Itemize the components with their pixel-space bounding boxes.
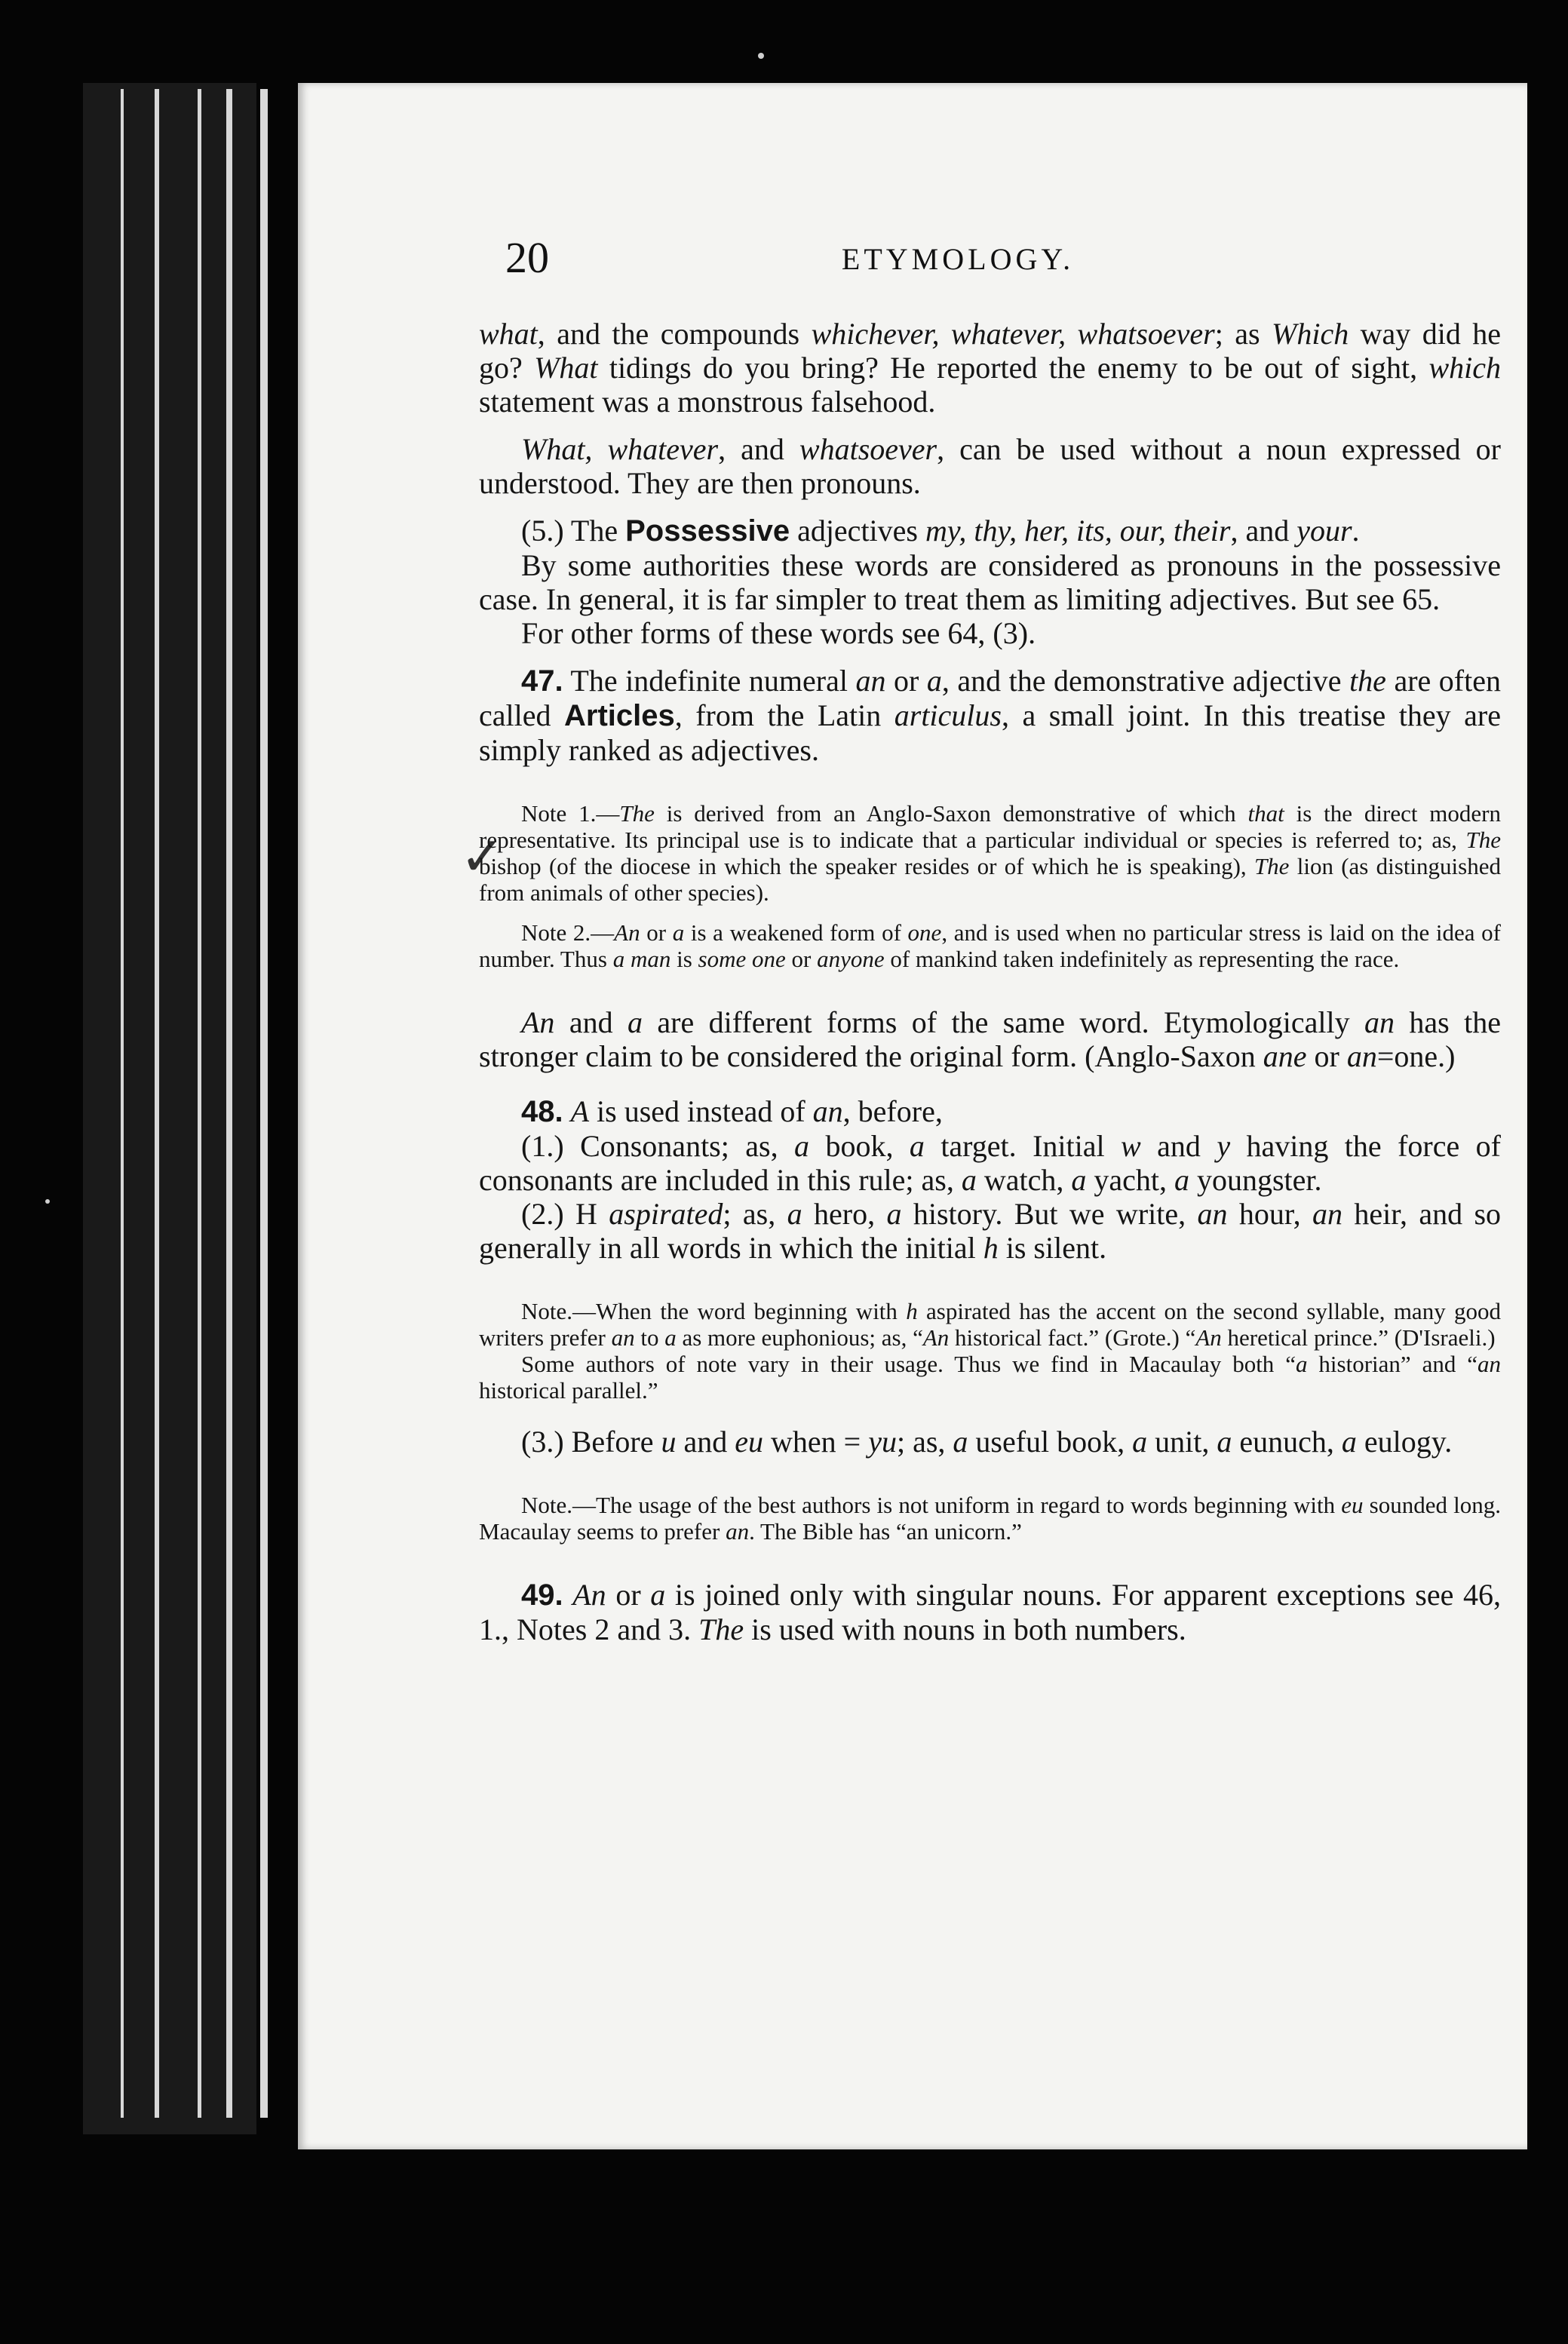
text-run: , a small joint. In this treatise they are simply ranked as adjectives. bbox=[479, 698, 1501, 767]
text-run: useful book, bbox=[968, 1425, 1133, 1459]
italic-text: a bbox=[909, 1129, 925, 1163]
italic-text: a bbox=[1217, 1425, 1232, 1459]
text-run: . bbox=[1352, 514, 1360, 548]
body-paragraph bbox=[479, 317, 1501, 419]
text-run: , and is used when no particular stress is laid on the idea of number. Thus bbox=[479, 919, 1501, 972]
dust-speck bbox=[758, 53, 764, 59]
running-head: ETYMOLOGY. bbox=[841, 242, 1075, 276]
italic-text: an bbox=[726, 1518, 750, 1545]
text-run: tidings do you bring? He reported the enemy to be out of sight, bbox=[597, 351, 1429, 385]
text-run: book, bbox=[809, 1129, 910, 1163]
italic-text: u bbox=[661, 1425, 677, 1459]
text-run: , and bbox=[1230, 514, 1297, 548]
body-paragraph bbox=[479, 664, 1501, 767]
page-edge-line bbox=[155, 89, 159, 2118]
text-run: eunuch, bbox=[1232, 1425, 1342, 1459]
italic-text: an bbox=[611, 1324, 635, 1351]
body-paragraph bbox=[479, 548, 1501, 616]
italic-text: An bbox=[1195, 1324, 1222, 1351]
italic-text: an bbox=[1364, 1005, 1395, 1039]
text-run: is joined only with singular nouns. For apparent exceptions see 46, 1., Notes 2 and 3. bbox=[479, 1578, 1501, 1646]
text-run: , and bbox=[718, 432, 799, 466]
text-run: For other forms of these words see 64, (3). bbox=[521, 616, 1036, 650]
text-run: and bbox=[1140, 1129, 1217, 1163]
page-header bbox=[505, 232, 1410, 293]
text-run: or bbox=[640, 919, 673, 946]
text-run: ; as, bbox=[723, 1197, 787, 1231]
text-run: unit, bbox=[1147, 1425, 1217, 1459]
italic-text: A bbox=[570, 1094, 590, 1128]
text-run: is the direct modern representative. Its principal use is to indicate that a particular individual or species is referred to; as, bbox=[479, 800, 1501, 853]
text-run: is bbox=[670, 946, 698, 972]
note-paragraph bbox=[479, 1492, 1501, 1545]
italic-text: a bbox=[794, 1129, 810, 1163]
section-number: 49. bbox=[521, 1579, 563, 1612]
text-run: of mankind taken indefinitely as representing the race. bbox=[884, 946, 1400, 972]
text-run bbox=[563, 1578, 573, 1612]
text-run: way did he go? bbox=[479, 317, 1502, 385]
italic-text: An bbox=[922, 1324, 950, 1351]
text-run: (2.) H bbox=[521, 1197, 609, 1231]
dust-speck bbox=[45, 1199, 50, 1204]
text-run: as more euphonious; as, “ bbox=[676, 1324, 923, 1351]
text-run: Note.—The usage of the best authors is not uniform in regard to words beginning with bbox=[521, 1492, 1342, 1518]
italic-text: An bbox=[572, 1578, 606, 1612]
italic-text: eu bbox=[1341, 1492, 1364, 1518]
text-run: , from the Latin bbox=[674, 698, 894, 732]
italic-text: that bbox=[1247, 800, 1284, 827]
text-run: yacht, bbox=[1086, 1163, 1174, 1197]
text-run: hour, bbox=[1227, 1197, 1312, 1231]
text-run: historical parallel.” bbox=[479, 1377, 658, 1404]
italic-text: a bbox=[926, 664, 942, 698]
italic-text: An bbox=[521, 1005, 555, 1039]
text-run: (5.) The bbox=[521, 514, 626, 548]
italic-text: a bbox=[1341, 1425, 1357, 1459]
italic-text: which bbox=[1428, 351, 1502, 385]
section-number: 47. bbox=[521, 664, 563, 698]
text-run: historian” and “ bbox=[1307, 1351, 1478, 1377]
text-run: is used with nouns in both numbers. bbox=[744, 1612, 1186, 1646]
italic-text: a bbox=[650, 1578, 666, 1612]
page-edge-line bbox=[260, 89, 268, 2118]
italic-text: The bbox=[619, 800, 655, 827]
text-run: is used instead of bbox=[589, 1094, 813, 1128]
text-run: bishop (of the diocese in which the speaker resides or of which he is speaking), bbox=[479, 853, 1254, 879]
text-run: Note 2.— bbox=[521, 919, 615, 946]
text-run: Possessive bbox=[625, 514, 790, 548]
italic-text: a bbox=[1132, 1425, 1148, 1459]
body-paragraph bbox=[479, 514, 1501, 548]
text-run: sounded long. Macaulay seems to prefer bbox=[479, 1492, 1502, 1545]
text-run: (3.) Before bbox=[521, 1425, 661, 1459]
body-paragraph bbox=[479, 1094, 1501, 1129]
text-run: , before, bbox=[842, 1094, 943, 1128]
italic-text: What bbox=[534, 351, 598, 385]
italic-text: anyone bbox=[817, 946, 885, 972]
italic-text: An bbox=[614, 919, 640, 946]
italic-text: Which bbox=[1272, 317, 1349, 351]
italic-text: a bbox=[1174, 1163, 1189, 1197]
text-run bbox=[563, 1094, 571, 1128]
text-run: historical fact.” (Grote.) “ bbox=[949, 1324, 1196, 1351]
text-run: youngster. bbox=[1189, 1163, 1322, 1197]
italic-text: The bbox=[1253, 853, 1290, 879]
text-run: Articles bbox=[563, 699, 675, 732]
text-run: watch, bbox=[976, 1163, 1072, 1197]
text-run: aspirated has the accent on the second syllable, many good writers prefer bbox=[479, 1298, 1501, 1351]
italic-text: a bbox=[886, 1197, 902, 1231]
text-run: or bbox=[785, 946, 818, 972]
text-run: or bbox=[885, 664, 927, 698]
italic-text: some one bbox=[698, 946, 786, 972]
italic-text: a bbox=[664, 1324, 677, 1351]
italic-text: a bbox=[961, 1163, 977, 1197]
italic-text: w bbox=[1121, 1129, 1141, 1163]
text-run: to bbox=[634, 1324, 665, 1351]
italic-text: what bbox=[479, 317, 538, 351]
body-paragraph bbox=[479, 1129, 1501, 1197]
page-edge-line bbox=[121, 89, 124, 2118]
body-paragraph bbox=[479, 1197, 1501, 1265]
text-run: eulogy. bbox=[1356, 1425, 1453, 1459]
page-body bbox=[479, 317, 1501, 1646]
body-paragraph bbox=[479, 1005, 1501, 1073]
italic-text: ane bbox=[1263, 1039, 1307, 1073]
page-number: 20 bbox=[505, 233, 549, 282]
text-run: heir, and so generally in all words in which the initial bbox=[479, 1197, 1502, 1265]
note-paragraph bbox=[479, 1298, 1501, 1351]
page-edge-line bbox=[226, 89, 232, 2118]
italic-text: whichever, whatever, whatsoever bbox=[811, 317, 1215, 351]
text-run: , and the compounds bbox=[537, 317, 812, 351]
italic-text: What, whatever bbox=[521, 432, 719, 466]
italic-text: an bbox=[1197, 1197, 1228, 1231]
italic-text: aspirated bbox=[609, 1197, 723, 1231]
italic-text: a bbox=[1071, 1163, 1087, 1197]
text-run: is a weakened form of bbox=[684, 919, 908, 946]
section-number: 48. bbox=[521, 1095, 563, 1128]
italic-text: y bbox=[1217, 1129, 1231, 1163]
body-paragraph bbox=[479, 1578, 1501, 1646]
text-run: Note.—When the word beginning with bbox=[521, 1298, 907, 1324]
text-run: Note 1.— bbox=[521, 800, 620, 827]
italic-text: h bbox=[983, 1231, 999, 1265]
text-run: . The Bible has “an unicorn.” bbox=[749, 1518, 1022, 1545]
text-run: are often called bbox=[479, 664, 1501, 732]
text-run: and bbox=[554, 1005, 628, 1039]
text-run: The indefinite numeral bbox=[563, 664, 856, 698]
text-run: is silent. bbox=[998, 1231, 1107, 1265]
text-run: statement was a monstrous falsehood. bbox=[479, 385, 936, 419]
italic-text: one bbox=[907, 919, 942, 946]
italic-text: articulus bbox=[894, 698, 1002, 732]
text-run: lion (as distinguished from animals of other species). bbox=[479, 853, 1501, 906]
italic-text: an bbox=[1312, 1197, 1342, 1231]
italic-text: a bbox=[953, 1425, 968, 1459]
italic-text: the bbox=[1349, 664, 1386, 698]
text-run: , and the demonstrative adjective bbox=[941, 664, 1350, 698]
text-run: ; as bbox=[1214, 317, 1272, 351]
body-paragraph bbox=[479, 1425, 1501, 1459]
body-paragraph bbox=[479, 432, 1501, 500]
italic-text: h bbox=[906, 1298, 918, 1324]
text-run: =one.) bbox=[1376, 1039, 1456, 1073]
text-run: (1.) Consonants; as, bbox=[521, 1129, 795, 1163]
text-run: is derived from an Anglo-Saxon demonstrative of which bbox=[654, 800, 1248, 827]
italic-text: your bbox=[1296, 514, 1352, 548]
italic-text: an bbox=[1477, 1351, 1502, 1377]
text-run: when = bbox=[763, 1425, 869, 1459]
italic-text: a bbox=[672, 919, 685, 946]
text-run: target. Initial bbox=[924, 1129, 1122, 1163]
text-run: adjectives bbox=[790, 514, 925, 548]
italic-text: an bbox=[855, 664, 886, 698]
text-run: has the stronger claim to be considered the original form. (Anglo-Saxon bbox=[479, 1005, 1501, 1073]
italic-text: a man bbox=[612, 946, 671, 972]
text-run: ; as, bbox=[896, 1425, 953, 1459]
italic-text: a bbox=[1295, 1351, 1308, 1377]
page-edge-line bbox=[198, 89, 201, 2118]
italic-text: my, thy, her, its, our, their bbox=[925, 514, 1231, 548]
italic-text: an bbox=[1346, 1039, 1377, 1073]
body-paragraph bbox=[479, 616, 1501, 650]
italic-text: The bbox=[1465, 827, 1501, 853]
text-run: or bbox=[1306, 1039, 1347, 1073]
text-run: and bbox=[676, 1425, 735, 1459]
text-run: or bbox=[606, 1578, 651, 1612]
note-paragraph bbox=[479, 1351, 1501, 1404]
text-run: history. But we write, bbox=[901, 1197, 1198, 1231]
text-run: hero, bbox=[802, 1197, 887, 1231]
italic-text: The bbox=[698, 1612, 744, 1646]
note-paragraph bbox=[479, 919, 1501, 972]
book-page bbox=[298, 83, 1527, 2149]
text-run: having the force of consonants are included in this rule; as, bbox=[479, 1129, 1501, 1197]
italic-text: a bbox=[787, 1197, 802, 1231]
italic-text: eu bbox=[735, 1425, 763, 1459]
italic-text: whatsoever bbox=[799, 432, 937, 466]
text-run: Some authors of note vary in their usage. Thus we find in Macaulay both “ bbox=[521, 1351, 1296, 1377]
text-run: are different forms of the same word. Etymologically bbox=[643, 1005, 1364, 1039]
italic-text: an bbox=[812, 1094, 843, 1128]
italic-text: yu bbox=[868, 1425, 897, 1459]
text-run: heretical prince.” (D'Israeli.) bbox=[1221, 1324, 1496, 1351]
note-paragraph bbox=[479, 800, 1501, 906]
text-run: , can be used without a noun expressed or understood. They are then pronouns. bbox=[479, 432, 1501, 500]
handwritten-margin-mark: ✓ bbox=[460, 826, 505, 888]
italic-text: a bbox=[628, 1005, 643, 1039]
text-run: By some authorities these words are considered as pronouns in the possessive case. In general, it is far simpler to treat them as limiting adjectives. But see 65. bbox=[479, 548, 1501, 616]
